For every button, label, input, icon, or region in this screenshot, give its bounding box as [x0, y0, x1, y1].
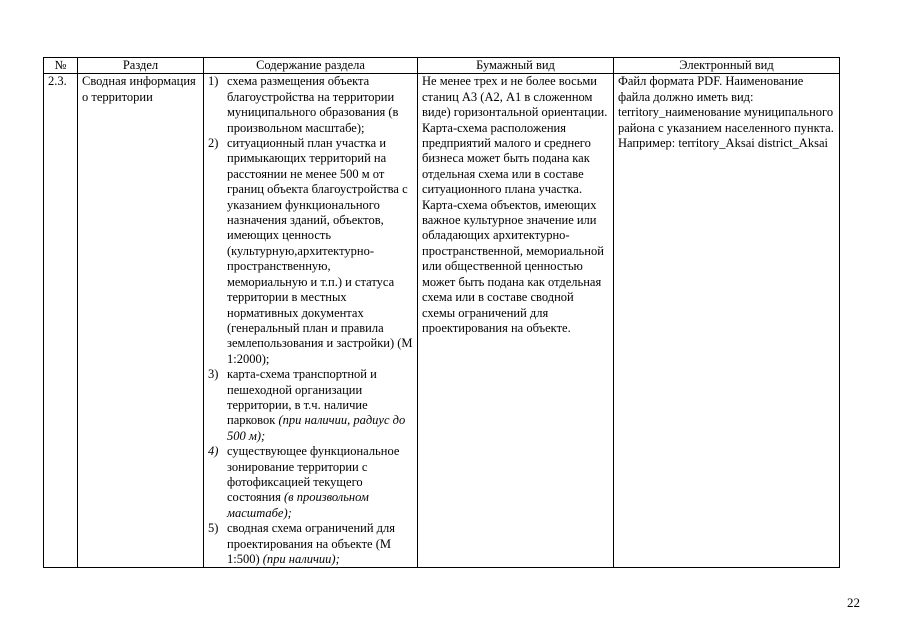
- header-electronic: Электронный вид: [614, 58, 840, 74]
- list-item: [208, 136, 413, 367]
- paper-paragraph: Не менее трех и не более восьми станиц А3 (А2, А1 в сложенном виде) горизонтальной ориентации.: [422, 74, 608, 120]
- table-row: [44, 74, 840, 568]
- page-number: 22: [847, 595, 860, 610]
- row-content: [204, 74, 418, 568]
- list-marker: 4): [208, 444, 219, 459]
- header-content: Содержание раздела: [204, 58, 418, 74]
- list-marker: 5): [208, 521, 219, 536]
- content-list: [208, 74, 413, 567]
- list-item-body: [227, 444, 413, 521]
- requirements-table: [43, 57, 840, 568]
- paper-paragraph: Карта-схема расположения предприятий малого и среднего бизнеса может быть подана как отдельная схема или в составе ситуационного плана участка.: [422, 120, 591, 197]
- table-header-row: [44, 58, 840, 74]
- list-marker: 3): [208, 367, 219, 382]
- list-item-text: ситуационный план участка и примыкающих территорий на расстоянии не менее 500 м от границ объекта благоустройства с указанием функционального назначения зданий, объектов, имеющих ценность (культурную,архитектурно-пространственную, мемориальную и т.п.) и статуса территории в местных нормативных документах (генеральный план и правила землепользования и застройки) (М 1:2000);: [227, 136, 413, 366]
- row-electronic: Файл формата PDF. Наименование файла должно иметь вид: territory_наименование муниципального района с указанием населенного пункта. Например: territory_Aksai district_Aksai: [614, 74, 840, 568]
- header-number: №: [44, 58, 78, 74]
- list-item: [208, 367, 413, 444]
- list-item-text: карта-схема транспортной и пешеходной организации территории, в т.ч. наличие парковок: [227, 367, 377, 428]
- list-item-body: [227, 521, 413, 567]
- list-item: [208, 444, 413, 521]
- list-item-note: (при наличии, радиус до 500 м);: [227, 413, 406, 443]
- list-item: [208, 74, 413, 136]
- list-marker: 2): [208, 136, 219, 151]
- row-number: 2.3.: [44, 74, 78, 568]
- header-section: Раздел: [78, 58, 204, 74]
- paper-paragraph: Карта-схема объектов, имеющих важное культурное значение или обладающих архитектурно-пространственной, мемориальной или общественной ценностью может быть подана как отдельная схема или в составе сводной схемы ограничений для проектирования на объекте.: [422, 197, 604, 335]
- header-paper: Бумажный вид: [418, 58, 614, 74]
- list-item-note: (в произвольном масштабе);: [227, 490, 369, 520]
- list-item-note: (при наличии);: [262, 552, 340, 566]
- list-item-text: сводная схема ограничений для проектирования на объекте (М 1:500): [227, 521, 396, 566]
- list-item-text: схема размещения объекта благоустройства на территории муниципального образования (в произвольном масштабе);: [227, 74, 399, 135]
- list-item-body: [227, 367, 413, 444]
- row-section: Сводная информация о территории: [78, 74, 204, 568]
- row-paper: [418, 74, 614, 568]
- list-marker: 1): [208, 74, 219, 89]
- list-item-text: существующее функциональное зонирование территории с фотофиксацией текущего состояния: [227, 444, 400, 505]
- list-item: [208, 521, 413, 567]
